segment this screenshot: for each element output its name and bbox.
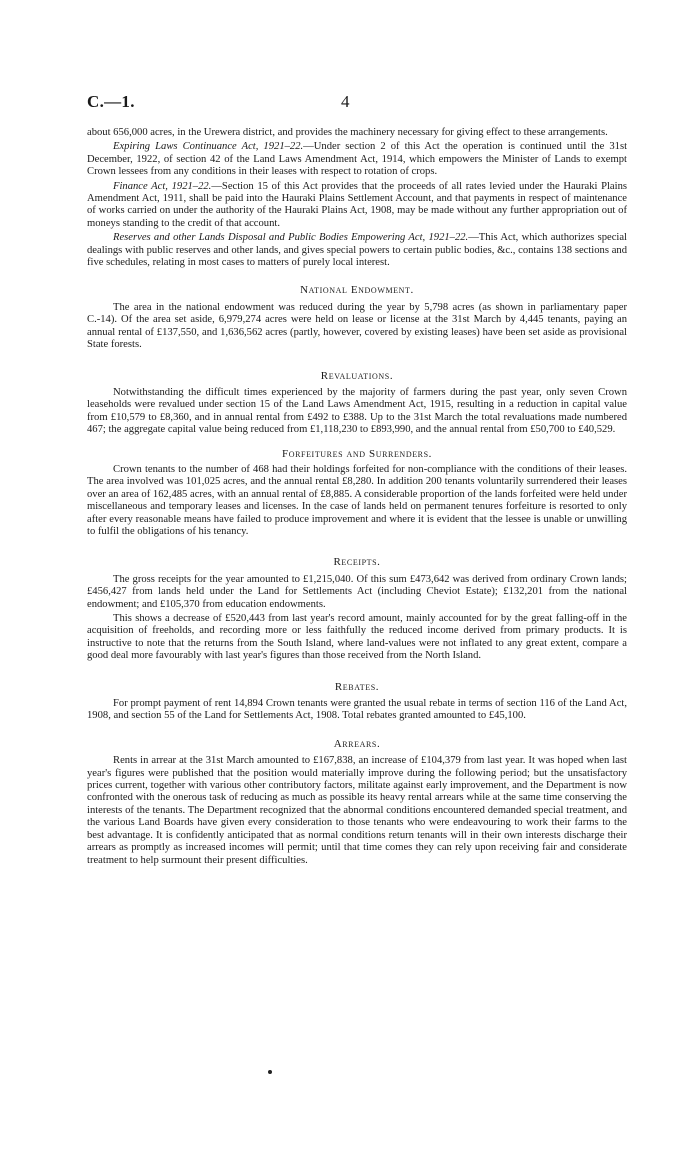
body-text: [87, 127, 627, 869]
intro-paragraph: about 656,000 acres, in the Urewera district, and provides the machinery necessary for giving effect to these arrangements.: [87, 127, 608, 138]
forfeitures-paragraph: Crown tenants to the number of 468 had their holdings forfeited for non-compliance with the conditions of their leases. The area involved was 101,025 acres, and the annual rental £8,280. In addition 200 tenants voluntarily surrendered their leases over an area of 162,485 acres, with an annual rental of £8,885. A considerable proportion of the lands forfeited were held under miscellaneous and temporary leases and licenses. In the case of lands held on permanent tenures forfeiture is resorted to only after every reasonable means have failed to produce improvement and where it is evident that the lessee is unable or unwilling to fulfil the obligations of his tenancy.: [87, 463, 627, 537]
heading-national-endowment: National Endowment.: [300, 284, 414, 297]
act-text: —Section 15 of this Act provides that the proceeds of all rates levied under the Hauraki Plains Amendment Act, 1911, shall be paid into the Hauraki Plains Settlement Account, and that payments in respect of maintenance of works carried on under the authority of the Hauraki Plains Act, 1908, may be made without any further appropriation out of moneys standing to the credit of that account.: [87, 180, 627, 229]
act-paragraph-finance: [87, 181, 627, 231]
receipts-paragraph-1: The gross receipts for the year amounted to £1,215,040. Of this sum £473,642 was derived from ordinary Crown lands; £456,427 from lands held under the Land for Settlements Act (including Cheviot Estate); £132,201 from the national endowment; and £105,370 from education endowments.: [87, 573, 627, 610]
running-head: [87, 92, 627, 114]
rebates-paragraph: For prompt payment of rent 14,894 Crown tenants were granted the usual rebate in terms of section 116 of the Land Act, 1908, and section 55 of the Land for Settlements Act, 1908. Total rebates granted amounted to £45,100.: [87, 698, 627, 722]
act-paragraph-expiring-laws: [87, 141, 627, 178]
act-text: —Under section 2 of this Act the operation is continued until the 31st December, 1922, of section 42 of the Land Laws Amendment Act, 1914, which empowers the Minister of Lands to exempt Crown lessees from any conditions in their leases with respect to rotation of crops.: [87, 141, 628, 178]
document-code: C.—1.: [87, 92, 135, 111]
heading-receipts: Receipts.: [333, 556, 381, 569]
heading-arrears: Arrears.: [333, 737, 381, 750]
heading-forfeitures: Forfeitures and Surrenders.: [281, 447, 433, 460]
act-paragraph-reserves: [87, 232, 627, 269]
arrears-paragraph: Rents in arrear at the 31st March amounted to £167,838, an increase of £104,379 from last year. It was hoped when last year's figures were published that the position would materially improve during the following period; but the unsatisfactory prices current, together with various other contributory factors, militate against early improvement, and the Department is now confronted with the onerous task of reducing as much as possible its heavy rental arrears while at the same time conserving the interests of the tenants. The Department recognized that the abnormal conditions encountered demanded special treatment, and the various Land Boards have given every consideration to those tenants who were endeavouring to work their farms to the best advantage. It is confidently anticipated that as normal conditions return tenants will in their own interests discharge their arrears as promptly as increased incomes will permit; until that time comes they can rely upon receiving fair and considerate treatment to help surmount their present difficulties.: [87, 755, 627, 866]
ink-dot: [268, 1070, 272, 1074]
heading-rebates: Rebates.: [334, 680, 380, 693]
act-title: Reserves and other Lands Disposal and Public Bodies Empowering Act, 1921–22.: [113, 232, 469, 244]
act-text: —This Act, which authorizes special dealings with public reserves and other lands, and gives special powers to certain public bodies, &c., contains 138 sections and five schedules, relating in most cases to matters of purely local interest.: [87, 232, 627, 269]
page-number: 4: [341, 92, 350, 111]
act-title: Finance Act, 1921–22.: [113, 180, 212, 192]
act-title: Expiring Laws Continuance Act, 1921–22.: [113, 141, 304, 153]
heading-revaluations: Revaluations.: [320, 369, 394, 382]
revaluations-paragraph: Notwithstanding the difficult times experienced by the majority of farmers during the past year, only seven Crown leaseholds were revalued under section 15 of the Land Laws Amendment Act, 1915, resulting in a reduction in capital value from £10,579 to £8,360, and in annual rental from £492 to £388. Up to the 31st March the total revaluations made numbered 467; the aggregate capital value being reduced from £1,118,230 to £893,990, and the annual rental from £50,700 to £40,529.: [87, 386, 627, 436]
national-endowment-paragraph: The area in the national endowment was reduced during the year by 5,798 acres (as shown in parliamentary paper C.-14). Of the area set aside, 6,979,274 acres were held on lease or license at the 31st March by 4,445 tenants, paying an annual rental of £137,550, and 1,636,562 acres (partly, however, covered by existing leases) have been set aside as provisional State forests.: [87, 301, 627, 351]
receipts-paragraph-2: This shows a decrease of £520,443 from last year's record amount, mainly accounted for by the great falling-off in the acquisition of freeholds, and recording more or less faithfully the reduced income derived from primary products. It is instructive to note that the returns from the South Island, where land-values were not inflated to any great extent, compare a good deal more favourably with last year's figures than those received from the North Island.: [87, 613, 627, 662]
